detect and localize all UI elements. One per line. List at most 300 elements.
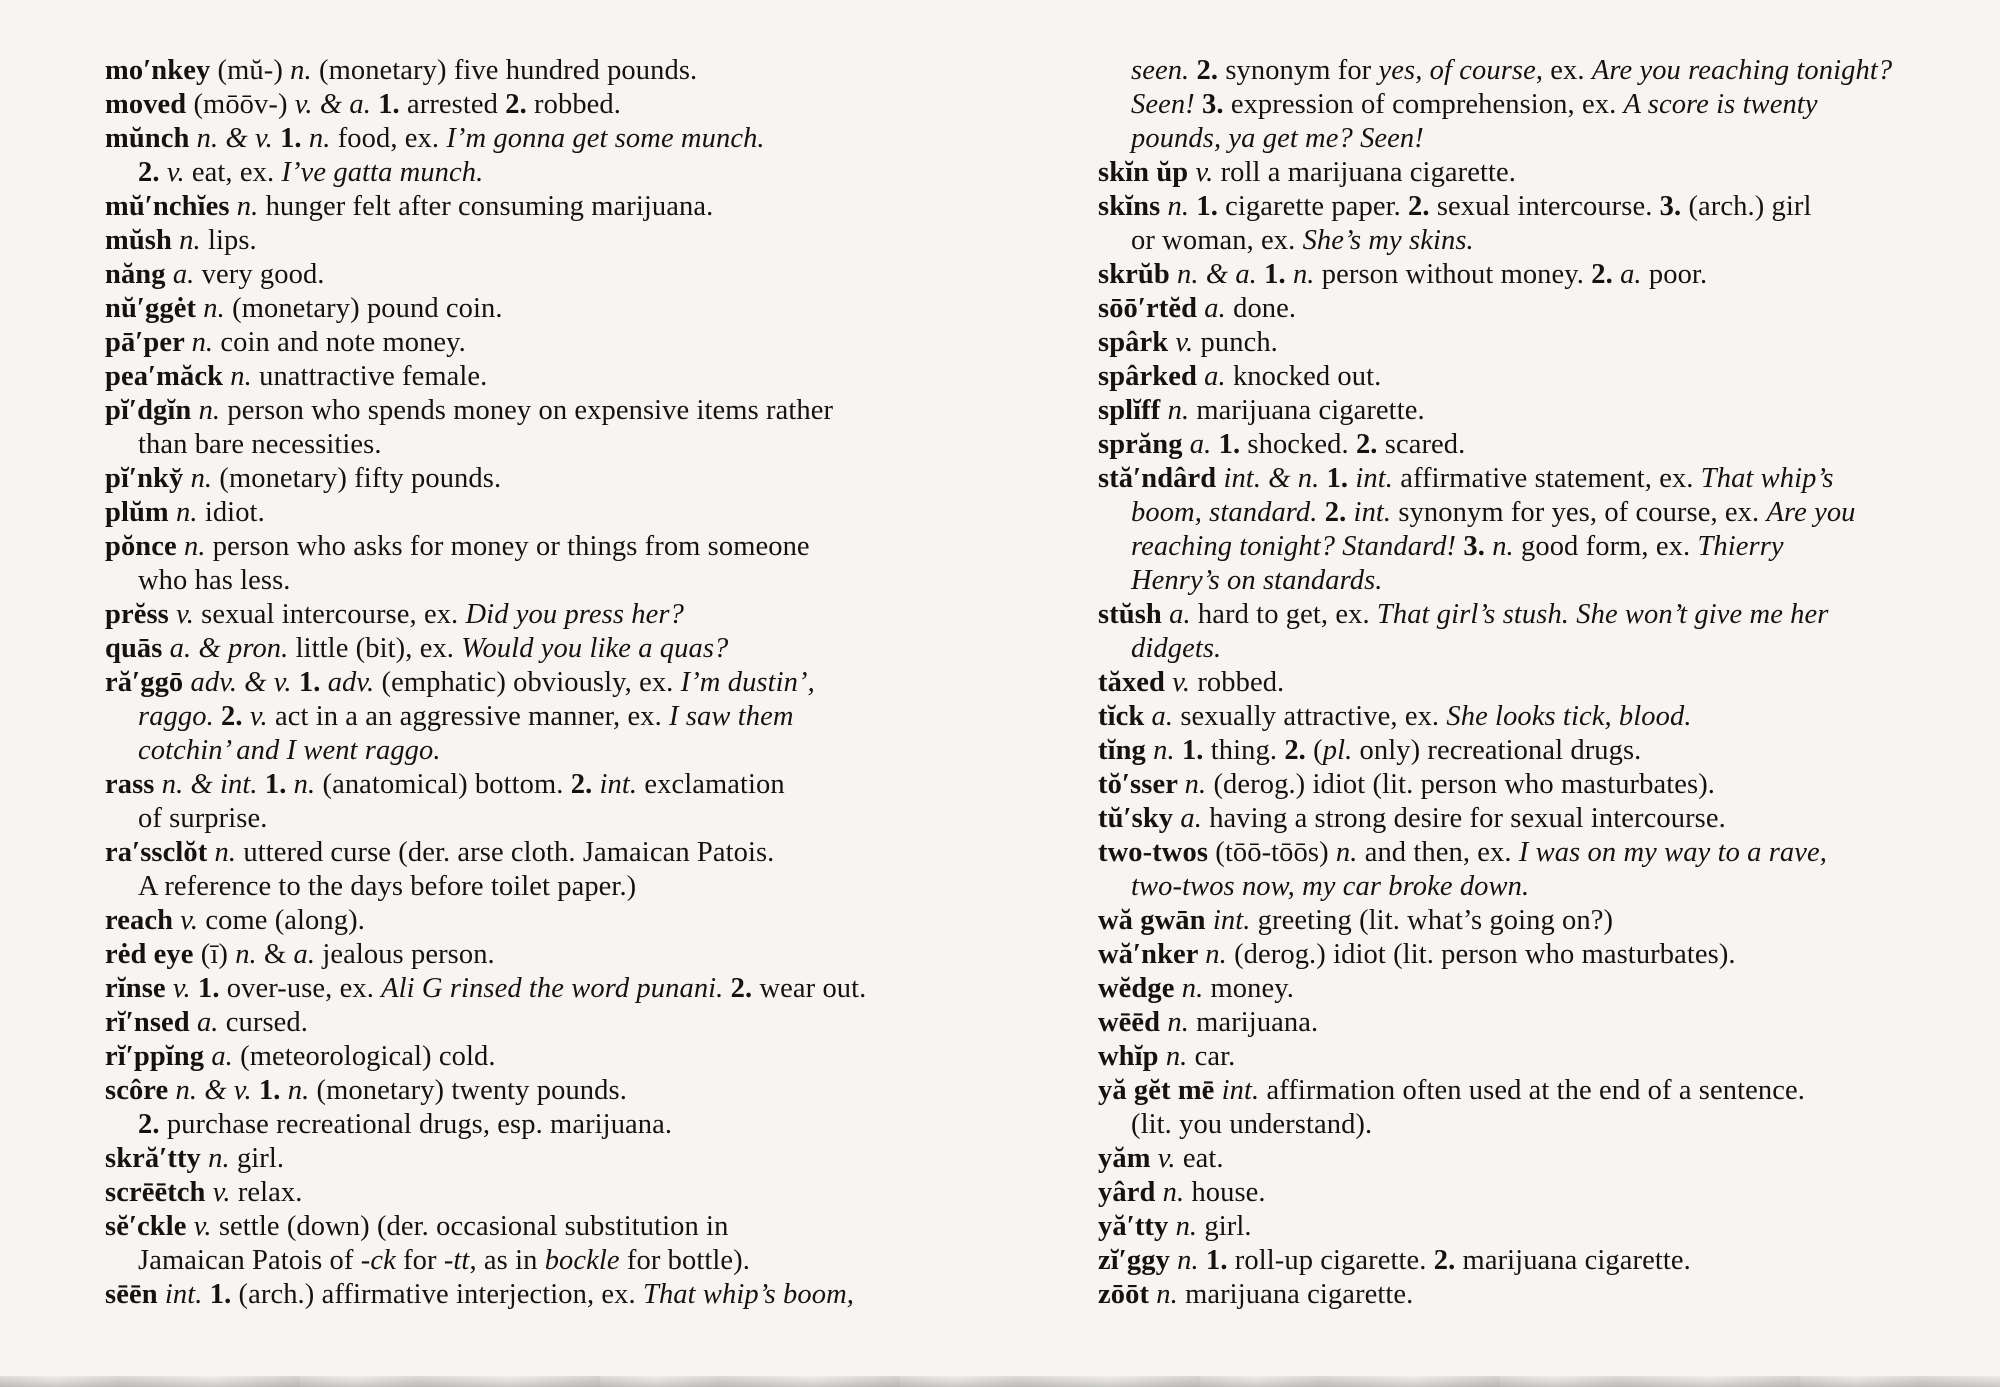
entry-italic-text: Would you like a quas?: [461, 633, 729, 664]
entry-italic-text: n.: [183, 531, 213, 562]
entry-italic-text: n.: [208, 1143, 237, 1174]
entry-italic-text: boom, standard.: [1131, 497, 1325, 528]
entry-italic-text: v. & a.: [294, 89, 379, 120]
entry-italic-text: That whip’s boom,: [643, 1279, 855, 1310]
entry-headword-or-sense-number: skĭn ŭp: [1098, 157, 1196, 188]
entry-headword-or-sense-number: 2.: [570, 769, 600, 800]
entry-italic-text: n. & v.: [196, 123, 281, 154]
dictionary-entry: [1098, 972, 1998, 1006]
entry-italic-text: int.: [1212, 905, 1258, 936]
entry-italic-text: pounds, ya get me? Seen!: [1131, 123, 1424, 154]
entry-headword-or-sense-number: sōō′rtĕd: [1098, 293, 1205, 324]
entry-italic-text: -tt: [443, 1245, 470, 1276]
entry-definition-text: lips.: [207, 225, 257, 256]
dictionary-entry: [105, 1040, 1090, 1074]
dictionary-entry: [105, 1074, 1090, 1142]
dictionary-entry: [1098, 428, 1998, 462]
entry-headword-or-sense-number: yârd: [1098, 1177, 1163, 1208]
entry-italic-text: n.: [1167, 1007, 1197, 1038]
entry-headword-or-sense-number: tŏ′sser: [1098, 769, 1185, 800]
entry-italic-text: n.: [308, 123, 338, 154]
entry-definition-text: (mŭ-): [217, 55, 291, 86]
entry-headword-or-sense-number: skĭns: [1098, 191, 1168, 222]
entry-italic-text: n.: [1167, 191, 1197, 222]
dictionary-entry: [105, 88, 1090, 122]
entry-definition-text: (monetary) pound coin.: [232, 293, 503, 324]
entry-italic-text: n.: [198, 395, 228, 426]
entry-headword-or-sense-number: moved: [105, 89, 194, 120]
dictionary-entry: [1098, 394, 1998, 428]
entry-italic-text: n. & v.: [175, 1075, 259, 1106]
entry-italic-text: Henry’s on standards.: [1131, 565, 1383, 596]
entry-italic-text: n.: [1335, 837, 1365, 868]
dictionary-entry: [105, 122, 1090, 190]
entry-italic-text: -ck: [360, 1245, 404, 1276]
entry-definition-text: expression of comprehension, ex.: [1230, 89, 1624, 120]
entry-italic-text: Did you press her?: [465, 599, 684, 630]
dictionary-entry: [1098, 904, 1998, 938]
entry-italic-text: a. & pron.: [169, 633, 296, 664]
entry-definition-text: money.: [1210, 973, 1294, 1004]
dictionary-entry: [105, 258, 1090, 292]
entry-italic-text: I was on my way to a rave,: [1518, 837, 1827, 868]
entry-definition-text: hard to get, ex.: [1197, 599, 1377, 630]
entry-definition-text: person who spends money on expensive items rather: [227, 395, 834, 426]
entry-definition-text: (anatomical) bottom.: [322, 769, 571, 800]
entry-italic-text: int.: [1353, 497, 1399, 528]
entry-definition-text: act in a an aggressive manner, ex.: [274, 701, 670, 732]
entry-definition-text: knocked out.: [1232, 361, 1382, 392]
entry-definition-text: sexual intercourse, ex.: [201, 599, 466, 630]
dictionary-entry: [1098, 292, 1998, 326]
entry-definition-text: food, ex.: [337, 123, 447, 154]
entry-headword-or-sense-number: plŭm: [105, 497, 176, 528]
dictionary-entry: [1098, 1074, 1998, 1142]
entry-definition-text: (: [1313, 735, 1323, 766]
entry-italic-text: v.: [212, 1177, 238, 1208]
entry-italic-text: cotchin’ and I went raggo.: [138, 735, 441, 766]
entry-definition-text: done.: [1233, 293, 1297, 324]
entry-definition-text: marijuana cigarette.: [1185, 1279, 1414, 1310]
dictionary-entry: [1098, 1006, 1998, 1040]
entry-headword-or-sense-number: pĭ′dgĭn: [105, 395, 199, 426]
dictionary-entry: [1098, 768, 1998, 802]
entry-italic-text: a.: [196, 1007, 226, 1038]
entry-italic-text: I’m gonna get some munch.: [446, 123, 765, 154]
entry-italic-text: Ali G rinsed the word punani.: [381, 973, 731, 1004]
entry-italic-text: a.: [1204, 293, 1234, 324]
dictionary-entry: [105, 598, 1090, 632]
entry-headword-or-sense-number: 1.: [298, 667, 328, 698]
entry-italic-text: v.: [172, 973, 198, 1004]
dictionary-entry: [105, 632, 1090, 666]
entry-headword-or-sense-number: two-twos: [1098, 837, 1216, 868]
entry-italic-text: n.: [1292, 259, 1322, 290]
entry-italic-text: adv.: [327, 667, 382, 698]
entry-headword-or-sense-number: rĭnse: [105, 973, 173, 1004]
entry-headword-or-sense-number: quās: [105, 633, 170, 664]
entry-italic-text: n.: [1184, 769, 1214, 800]
entry-definition-text: punch.: [1200, 327, 1278, 358]
dictionary-entry: [1098, 836, 1998, 904]
entry-definition-text: settle (down) (der. occasional substitution in: [218, 1211, 729, 1242]
entry-headword-or-sense-number: năng: [105, 259, 173, 290]
entry-italic-text: a.: [293, 939, 323, 970]
entry-italic-text: v.: [1157, 1143, 1183, 1174]
entry-headword-or-sense-number: tŭ′sky: [1098, 803, 1181, 834]
entry-headword-or-sense-number: 2.: [138, 1109, 167, 1140]
entry-headword-or-sense-number: 2.: [1591, 259, 1621, 290]
entry-definition-text: uttered curse (der. arse cloth. Jamaican Patois.: [243, 837, 775, 868]
entry-italic-text: Thierry: [1697, 531, 1784, 562]
dictionary-entry: [105, 1142, 1090, 1176]
entry-italic-text: A score is twenty: [1623, 89, 1818, 120]
entry-italic-text: n.: [176, 497, 205, 528]
entry-definition-text: &: [264, 939, 294, 970]
entry-italic-text: a.: [1620, 259, 1649, 290]
entry-headword-or-sense-number: mŭsh: [105, 225, 180, 256]
dictionary-column-right: [1098, 54, 1998, 1312]
entry-headword-or-sense-number: 2.: [1355, 429, 1385, 460]
entry-definition-text: robbed.: [534, 89, 621, 120]
entry-definition-text: coin and note money.: [220, 327, 466, 358]
entry-headword-or-sense-number: tĭck: [1098, 701, 1152, 732]
entry-headword-or-sense-number: 1.: [280, 123, 309, 154]
entry-headword-or-sense-number: ra′ssclŏt: [105, 837, 215, 868]
dictionary-entry: [1098, 1176, 1998, 1210]
entry-definition-text: wear out.: [759, 973, 867, 1004]
entry-italic-text: I’m dustin’,: [680, 667, 815, 698]
entry-italic-text: That whip’s: [1700, 463, 1834, 494]
entry-definition-text: relax.: [237, 1177, 303, 1208]
entry-headword-or-sense-number: tĭng: [1098, 735, 1154, 766]
entry-definition-text: idiot.: [204, 497, 265, 528]
entry-italic-text: a.: [1169, 599, 1198, 630]
entry-italic-text: n. & a.: [1177, 259, 1265, 290]
entry-italic-text: a.: [1180, 803, 1210, 834]
entry-definition-text: roll-up cigarette.: [1234, 1245, 1434, 1276]
entry-italic-text: n.: [1177, 1245, 1206, 1276]
entry-headword-or-sense-number: whĭp: [1098, 1041, 1166, 1072]
entry-definition-text: eat.: [1182, 1143, 1224, 1174]
entry-definition-text: come (along).: [205, 905, 365, 936]
entry-headword-or-sense-number: 2.: [221, 701, 250, 732]
entry-definition-text: (arch.) affirmative interjection, ex.: [238, 1279, 643, 1310]
entry-definition-text: for bottle).: [626, 1245, 750, 1276]
entry-italic-text: n.: [1153, 735, 1182, 766]
entry-definition-text: person who asks for money or things from someone: [212, 531, 810, 562]
entry-definition-text: for: [403, 1245, 444, 1276]
dictionary-entry: [1098, 1278, 1998, 1312]
dictionary-entry: [1098, 156, 1998, 190]
entry-italic-text: v.: [249, 701, 275, 732]
entry-definition-text: marijuana cigarette.: [1196, 395, 1425, 426]
entry-headword-or-sense-number: 2.: [505, 89, 535, 120]
entry-definition-text: girl.: [236, 1143, 285, 1174]
entry-headword-or-sense-number: zōōt: [1098, 1279, 1157, 1310]
entry-headword-or-sense-number: sĕ′ckle: [105, 1211, 194, 1242]
dictionary-entry: [105, 292, 1090, 326]
entry-italic-text: n.: [1167, 395, 1197, 426]
dictionary-entry: [1098, 938, 1998, 972]
dictionary-column-left: [105, 54, 1090, 1312]
entry-italic-text: v.: [1175, 327, 1201, 358]
entry-italic-text: int.: [1221, 1075, 1267, 1106]
dictionary-entry: [105, 190, 1090, 224]
entry-italic-text: n.: [1181, 973, 1211, 1004]
entry-headword-or-sense-number: skrŭb: [1098, 259, 1178, 290]
dictionary-entry: [105, 224, 1090, 258]
entry-definition-text: good form, ex.: [1521, 531, 1698, 562]
entry-headword-or-sense-number: rĭ′nsed: [105, 1007, 197, 1038]
entry-italic-text: int. & n.: [1223, 463, 1327, 494]
entry-definition-text: (lit. you understand).: [1131, 1109, 1373, 1140]
entry-italic-text: n.: [190, 463, 220, 494]
entry-headword-or-sense-number: 2.: [1284, 735, 1314, 766]
entry-definition-text: sexually attractive, ex.: [1180, 701, 1447, 732]
dictionary-entry: [105, 1006, 1090, 1040]
entry-definition-text: thing.: [1210, 735, 1285, 766]
entry-definition-text: roll a marijuana cigarette.: [1220, 157, 1517, 188]
entry-definition-text: affirmative statement, ex.: [1400, 463, 1701, 494]
entry-italic-text: v.: [180, 905, 206, 936]
dictionary-entry: [105, 768, 1090, 836]
dictionary-entry: [105, 666, 1090, 768]
entry-definition-text: jealous person.: [322, 939, 495, 970]
entry-italic-text: That girl’s stush. She won’t give me her: [1376, 599, 1829, 630]
entry-italic-text: n.: [235, 939, 264, 970]
entry-italic-text: a.: [1151, 701, 1181, 732]
entry-headword-or-sense-number: rass: [105, 769, 162, 800]
entry-italic-text: Are you: [1766, 497, 1856, 528]
entry-italic-text: n.: [1175, 1211, 1205, 1242]
entry-definition-text: hunger felt after consuming marijuana.: [265, 191, 714, 222]
entry-italic-text: int.: [1355, 463, 1401, 494]
dictionary-entry: [1098, 190, 1998, 258]
entry-italic-text: n.: [236, 191, 266, 222]
entry-definition-text: (emphatic) obviously, ex.: [381, 667, 681, 698]
entry-italic-text: n.: [214, 837, 244, 868]
entry-definition-text: robbed.: [1197, 667, 1285, 698]
entry-italic-text: v.: [1195, 157, 1221, 188]
dictionary-entry: [1098, 1142, 1998, 1176]
entry-italic-text: v.: [166, 157, 192, 188]
entry-italic-text: raggo.: [138, 701, 222, 732]
entry-headword-or-sense-number: mo′nkey: [105, 55, 218, 86]
entry-definition-text: shocked.: [1247, 429, 1356, 460]
dictionary-entry: [1098, 1210, 1998, 1244]
entry-headword-or-sense-number: sprăng: [1098, 429, 1190, 460]
scan-page-edge: [0, 1376, 2000, 1387]
entry-definition-text: eat, ex.: [191, 157, 282, 188]
entry-definition-text: synonym for yes, of course, ex.: [1398, 497, 1767, 528]
entry-definition-text: girl.: [1204, 1211, 1252, 1242]
entry-definition-text: (monetary) fifty pounds.: [219, 463, 502, 494]
entry-headword-or-sense-number: prĕss: [105, 599, 177, 630]
entry-headword-or-sense-number: 1.: [378, 89, 407, 120]
entry-definition-text: car.: [1194, 1041, 1236, 1072]
dictionary-entry: [105, 938, 1090, 972]
entry-definition-text: (monetary) five hundred pounds.: [318, 55, 698, 86]
dictionary-entry: [1098, 1244, 1998, 1278]
entry-italic-text: n.: [191, 327, 221, 358]
entry-definition-text: Jamaican Patois of: [138, 1245, 361, 1276]
entry-headword-or-sense-number: stă′ndârd: [1098, 463, 1224, 494]
dictionary-entry: [105, 904, 1090, 938]
entry-definition-text: house.: [1191, 1177, 1266, 1208]
entry-headword-or-sense-number: stŭsh: [1098, 599, 1170, 630]
dictionary-entry: [1098, 258, 1998, 292]
entry-italic-text: I’ve gatta munch.: [281, 157, 484, 188]
dictionary-entry: [105, 360, 1090, 394]
dictionary-entry: [105, 1210, 1090, 1278]
entry-italic-text: v.: [176, 599, 202, 630]
entry-headword-or-sense-number: 2.: [1433, 1245, 1463, 1276]
entry-definition-text: purchase recreational drugs, esp. marijuana.: [166, 1109, 673, 1140]
entry-italic-text: n.: [1165, 1041, 1195, 1072]
dictionary-entry: [1098, 326, 1998, 360]
entry-headword-or-sense-number: 2.: [1408, 191, 1437, 222]
entry-definition-text: scared.: [1384, 429, 1466, 460]
entry-headword-or-sense-number: 1.: [209, 1279, 239, 1310]
entry-definition-text: , ex.: [1535, 55, 1592, 86]
entry-definition-text: , as in: [469, 1245, 545, 1276]
entry-definition-text: than bare necessities.: [138, 429, 382, 460]
entry-headword-or-sense-number: rĭ′ppĭng: [105, 1041, 212, 1072]
entry-headword-or-sense-number: pĭ′nky̆: [105, 463, 191, 494]
dictionary-entry: [1098, 734, 1998, 768]
entry-headword-or-sense-number: 3.: [1659, 191, 1689, 222]
entry-headword-or-sense-number: 1.: [1205, 1245, 1235, 1276]
dictionary-entry: [1098, 598, 1998, 666]
entry-italic-text: a.: [211, 1041, 241, 1072]
entry-headword-or-sense-number: 2.: [138, 157, 167, 188]
entry-headword-or-sense-number: scrēētch: [105, 1177, 213, 1208]
entry-italic-text: She looks tick, blood.: [1446, 701, 1692, 732]
entry-headword-or-sense-number: mŭ′nchĭes: [105, 191, 237, 222]
dictionary-entry: [105, 496, 1090, 530]
entry-definition-text: (derog.) idiot (lit. person who masturbates).: [1234, 939, 1736, 970]
entry-definition-text: (arch.) girl: [1688, 191, 1812, 222]
entry-headword-or-sense-number: pā′per: [105, 327, 192, 358]
entry-headword-or-sense-number: pea′măck: [105, 361, 231, 392]
entry-headword-or-sense-number: spârk: [1098, 327, 1176, 358]
entry-headword-or-sense-number: wĕdge: [1098, 973, 1182, 1004]
dictionary-entry: [105, 972, 1090, 1006]
entry-italic-text: pl.: [1322, 735, 1360, 766]
entry-headword-or-sense-number: tăxed: [1098, 667, 1173, 698]
entry-definition-text: of surprise.: [138, 803, 268, 834]
dictionary-entry: [1098, 700, 1998, 734]
entry-italic-text: n.: [1162, 1177, 1192, 1208]
dictionary-entry: [105, 1278, 1090, 1312]
entry-italic-text: a.: [172, 259, 202, 290]
entry-definition-text: (meteorological) cold.: [240, 1041, 496, 1072]
entry-italic-text: a.: [1189, 429, 1219, 460]
entry-headword-or-sense-number: 1.: [1264, 259, 1293, 290]
entry-italic-text: yes, of course: [1378, 55, 1536, 86]
entry-headword-or-sense-number: 2.: [730, 973, 760, 1004]
entry-italic-text: didgets.: [1131, 633, 1222, 664]
entry-definition-text: poor.: [1648, 259, 1708, 290]
entry-headword-or-sense-number: 1.: [258, 1075, 288, 1106]
entry-headword-or-sense-number: 2.: [1324, 497, 1354, 528]
entry-italic-text: She’s my skins.: [1302, 225, 1474, 256]
entry-definition-text: greeting (lit. what’s going on?): [1257, 905, 1614, 936]
entry-italic-text: Seen!: [1131, 89, 1203, 120]
entry-italic-text: two-twos now, my car broke down.: [1131, 871, 1530, 902]
entry-headword-or-sense-number: spârked: [1098, 361, 1205, 392]
entry-headword-or-sense-number: nŭ′ggėt: [105, 293, 204, 324]
entry-italic-text: seen.: [1131, 55, 1197, 86]
dictionary-entry: [1098, 666, 1998, 700]
entry-definition-text: (mōōv-): [193, 89, 295, 120]
entry-headword-or-sense-number: yă′tty: [1098, 1211, 1176, 1242]
entry-italic-text: int.: [164, 1279, 210, 1310]
entry-headword-or-sense-number: splĭff: [1098, 395, 1168, 426]
entry-definition-text: and then, ex.: [1364, 837, 1519, 868]
dictionary-entry: [105, 54, 1090, 88]
entry-italic-text: adv. & v.: [190, 667, 299, 698]
entry-definition-text: (derog.) idiot (lit. person who masturbates).: [1213, 769, 1716, 800]
entry-italic-text: a.: [1204, 361, 1233, 392]
entry-definition-text: or woman, ex.: [1131, 225, 1303, 256]
entry-italic-text: reaching tonight? Standard!: [1131, 531, 1464, 562]
entry-definition-text: marijuana cigarette.: [1462, 1245, 1691, 1276]
entry-headword-or-sense-number: ră′ggō: [105, 667, 191, 698]
dictionary-entry: [1098, 462, 1998, 598]
entry-italic-text: v.: [1172, 667, 1198, 698]
entry-headword-or-sense-number: 1.: [1181, 735, 1211, 766]
entry-definition-text: over-use, ex.: [226, 973, 382, 1004]
entry-headword-or-sense-number: mŭnch: [105, 123, 197, 154]
entry-headword-or-sense-number: pŏnce: [105, 531, 184, 562]
entry-definition-text: marijuana.: [1196, 1007, 1319, 1038]
entry-headword-or-sense-number: 3.: [1202, 89, 1231, 120]
entry-italic-text: n.: [293, 769, 323, 800]
entry-definition-text: very good.: [201, 259, 325, 290]
entry-italic-text: n.: [287, 1075, 317, 1106]
entry-italic-text: v.: [193, 1211, 219, 1242]
entry-definition-text: A reference to the days before toilet paper.): [138, 871, 637, 902]
entry-definition-text: cursed.: [225, 1007, 308, 1038]
entry-headword-or-sense-number: yăm: [1098, 1143, 1158, 1174]
dictionary-entry: [105, 462, 1090, 496]
entry-headword-or-sense-number: wă gwān: [1098, 905, 1213, 936]
entry-headword-or-sense-number: 1.: [1326, 463, 1356, 494]
entry-definition-text: (tōō-tōōs): [1215, 837, 1336, 868]
entry-definition-text: who has less.: [138, 565, 291, 596]
entry-definition-text: exclamation: [644, 769, 785, 800]
dictionary-entry: [105, 326, 1090, 360]
entry-italic-text: n.: [230, 361, 260, 392]
entry-definition-text: (monetary) twenty pounds.: [316, 1075, 627, 1106]
entry-headword-or-sense-number: wēēd: [1098, 1007, 1168, 1038]
dictionary-entry: [105, 394, 1090, 462]
entry-headword-or-sense-number: 1.: [264, 769, 294, 800]
entry-italic-text: Are you reaching tonight?: [1591, 55, 1893, 86]
entry-headword-or-sense-number: 1.: [1196, 191, 1226, 222]
dictionary-entry: [1098, 360, 1998, 394]
entry-headword-or-sense-number: 1.: [1218, 429, 1248, 460]
entry-definition-text: cigarette paper.: [1225, 191, 1409, 222]
entry-headword-or-sense-number: sēēn: [105, 1279, 165, 1310]
dictionary-entry: [105, 530, 1090, 598]
entry-italic-text: n.: [1492, 531, 1521, 562]
entry-italic-text: n.: [179, 225, 208, 256]
entry-definition-text: person without money.: [1321, 259, 1592, 290]
entry-italic-text: n.: [203, 293, 233, 324]
